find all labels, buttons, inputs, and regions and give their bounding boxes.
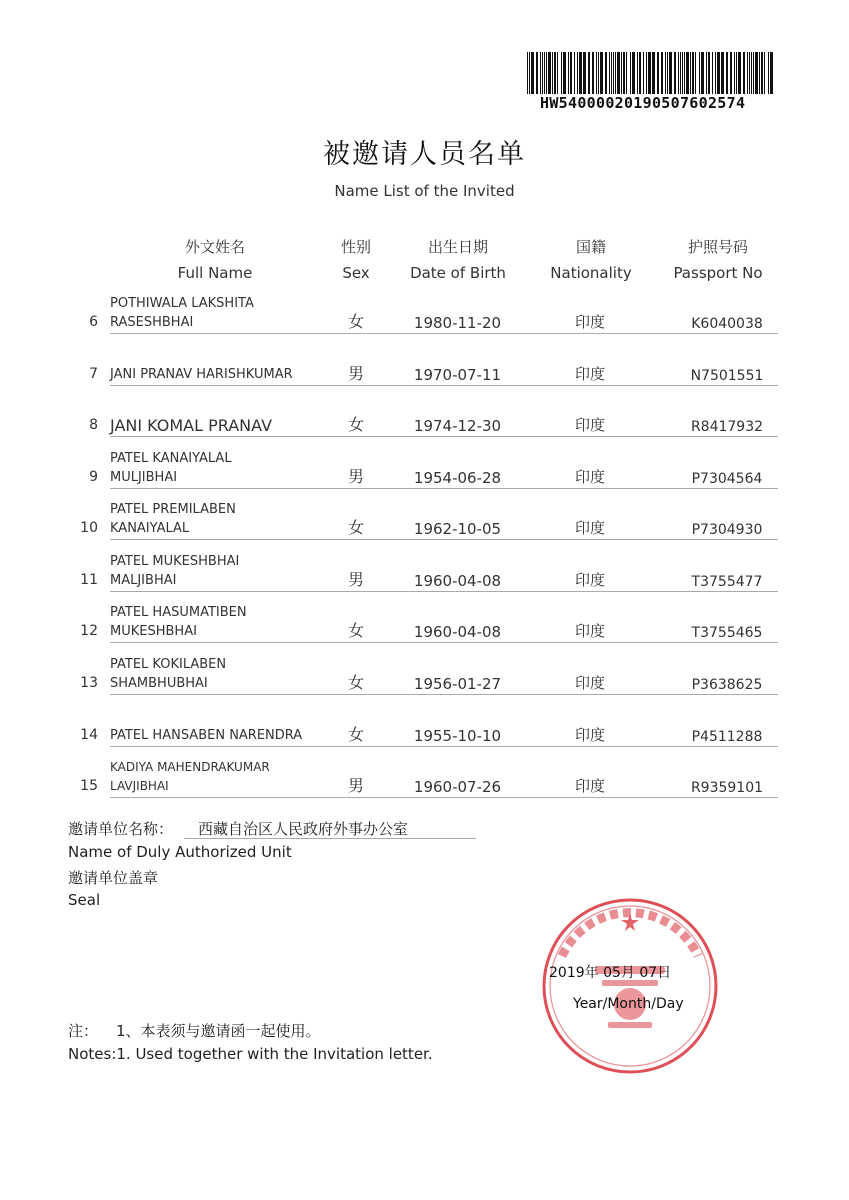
row-number: 6 <box>89 314 98 330</box>
passport-underline <box>650 436 778 437</box>
barcode-bar <box>690 52 691 94</box>
sex-underline <box>332 488 380 489</box>
barcode-bar <box>540 52 541 94</box>
barcode-bar <box>632 52 635 94</box>
barcode-bar <box>531 52 534 94</box>
full-name <box>110 294 315 332</box>
barcode-bar <box>686 52 689 94</box>
barcode-bar <box>613 52 614 94</box>
barcode-bar <box>721 52 724 94</box>
barcode-bar <box>552 52 553 94</box>
full-name-line1: PATEL MUKESHBHAI <box>110 554 240 569</box>
header-full-name <box>160 234 270 286</box>
header-dob-en: Date of Birth <box>410 264 506 282</box>
header-nationality-cn: 国籍 <box>575 238 606 256</box>
table-row <box>0 439 849 489</box>
barcode-bar <box>626 52 627 94</box>
passport-value: R8417932 <box>690 419 764 435</box>
table-row <box>0 748 849 798</box>
barcode-bar <box>678 52 679 94</box>
sex-underline <box>332 385 380 386</box>
barcode-bar <box>583 52 586 94</box>
barcode-bar <box>557 52 558 94</box>
header-passport-cn: 护照号码 <box>687 238 748 256</box>
full-name-line2: MALJIBHAI <box>110 573 177 588</box>
barcode-bar <box>615 52 616 94</box>
passport-value: P4511288 <box>691 729 763 745</box>
full-name <box>110 416 315 435</box>
header-full-name-en: Full Name <box>177 264 253 282</box>
name-underline <box>110 694 332 695</box>
sex-value: 女 <box>347 518 364 537</box>
sex-underline <box>332 746 380 747</box>
inviting-unit-label-en: Name of Duly Authorized Unit <box>68 843 292 861</box>
header-sex <box>330 234 382 286</box>
dob-value: 1962-10-05 <box>413 520 502 538</box>
table-row <box>0 645 849 695</box>
barcode-bar <box>536 52 538 94</box>
dob-value: 1960-07-26 <box>413 778 502 796</box>
header-full-name-cn: 外文姓名 <box>184 238 245 256</box>
dob-underline <box>380 797 530 798</box>
sex-value: 女 <box>347 312 364 331</box>
note-en: Notes:1. Used together with the Invitation letter. <box>68 1045 433 1063</box>
passport-underline <box>650 591 778 592</box>
barcode-bar <box>554 52 556 94</box>
barcode-bar <box>736 52 737 94</box>
nationality-value: 印度 <box>574 365 605 383</box>
row-number: 11 <box>80 572 98 588</box>
name-underline <box>110 333 332 334</box>
barcode-bar <box>548 52 551 94</box>
nationality-value: 印度 <box>574 674 605 692</box>
barcode-bar <box>529 52 530 94</box>
dob-value: 1970-07-11 <box>413 366 502 384</box>
full-name <box>110 655 315 693</box>
header-sex-en: Sex <box>342 264 370 282</box>
sex-underline <box>332 333 380 334</box>
barcode-bar <box>682 52 683 94</box>
barcode-bar <box>609 52 610 94</box>
dob-value: 1954-06-28 <box>413 469 502 487</box>
full-name-line1: PATEL KOKILABEN <box>110 657 227 672</box>
barcode-bar <box>661 52 663 94</box>
nationality-value: 印度 <box>574 313 605 331</box>
barcode-bar <box>715 52 716 94</box>
nationality-underline <box>530 436 650 437</box>
header-passport <box>666 234 770 286</box>
document-title-cn: 被邀请人员名单 <box>323 139 526 170</box>
sex-underline <box>332 539 380 540</box>
name-underline <box>110 746 332 747</box>
row-number: 8 <box>89 417 98 433</box>
full-name <box>110 726 315 745</box>
barcode-bar <box>588 52 590 94</box>
full-name-line1: PATEL HASUMATIBEN <box>110 605 247 620</box>
full-name-line2: MUKESHBHAI <box>110 624 197 639</box>
note-text-cn: 1、本表须与邀请函一起使用。 <box>116 1022 321 1040</box>
table-row <box>0 542 849 592</box>
passport-value: P7304564 <box>691 471 763 487</box>
row-number: 15 <box>80 778 98 794</box>
nationality-underline <box>530 642 650 643</box>
full-name <box>110 449 315 487</box>
barcode-bar <box>712 52 713 94</box>
full-name-line2: LAVJIBHAI <box>110 779 169 793</box>
nationality-underline <box>530 385 650 386</box>
dob-value: 1956-01-27 <box>413 675 502 693</box>
dob-underline <box>380 694 530 695</box>
barcode-bar <box>598 52 599 94</box>
name-underline <box>110 591 332 592</box>
barcode-bar <box>542 52 543 94</box>
barcode-bar <box>747 52 748 94</box>
full-name-line1: PATEL KANAIYALAL <box>110 451 232 466</box>
nationality-underline <box>530 746 650 747</box>
full-name-line2: JANI KOMAL PRANAV <box>110 416 273 435</box>
sex-value: 女 <box>347 621 364 640</box>
dob-underline <box>380 488 530 489</box>
barcode-bar <box>623 52 625 94</box>
nationality-underline <box>530 797 650 798</box>
seal-date-format: Year/Month/Day <box>573 996 684 1012</box>
name-underline <box>110 539 332 540</box>
full-name-line2: PATEL HANSABEN NARENDRA <box>110 728 303 743</box>
sex-underline <box>332 797 380 798</box>
full-name <box>110 758 315 796</box>
row-number: 14 <box>80 727 98 743</box>
table-row <box>0 387 849 437</box>
passport-value: K6040038 <box>691 316 763 332</box>
table-row <box>0 697 849 747</box>
barcode-bar <box>759 52 760 94</box>
barcode-bar <box>568 52 569 94</box>
barcode-bar <box>570 52 572 94</box>
row-number: 9 <box>89 469 98 485</box>
nationality-value: 印度 <box>574 622 605 640</box>
barcode-bar <box>667 52 668 94</box>
table-row <box>0 593 849 643</box>
barcode-bar <box>768 52 769 94</box>
barcode <box>527 52 777 94</box>
barcode-bar <box>574 52 575 94</box>
barcode-bar <box>546 52 547 94</box>
dob-value: 1960-04-08 <box>413 623 502 641</box>
document-title-en: Name List of the Invited <box>334 182 515 200</box>
barcode-bar <box>734 52 735 94</box>
barcode-bar <box>708 52 710 94</box>
header-dob <box>402 234 514 286</box>
inviting-unit-label-cn: 邀请单位名称： <box>68 820 174 838</box>
barcode-bar <box>730 52 732 94</box>
dob-underline <box>380 642 530 643</box>
name-underline <box>110 385 332 386</box>
barcode-bar <box>643 52 644 94</box>
sex-underline <box>332 642 380 643</box>
note-label-cn: 注： <box>68 1022 99 1040</box>
barcode-bar <box>561 52 562 94</box>
dob-underline <box>380 591 530 592</box>
row-number: 12 <box>80 623 98 639</box>
full-name-line1: KADIYA MAHENDRAKUMAR <box>110 760 270 774</box>
dob-value: 1980-11-20 <box>413 314 502 332</box>
header-nationality <box>543 234 639 286</box>
row-number: 10 <box>80 520 98 536</box>
sex-value: 男 <box>347 570 364 589</box>
row-number: 7 <box>89 366 98 382</box>
header-nationality-en: Nationality <box>550 264 632 282</box>
barcode-bar <box>600 52 603 94</box>
passport-value: P7304930 <box>691 522 763 538</box>
barcode-bar <box>717 52 720 94</box>
nationality-underline <box>530 488 650 489</box>
table-row <box>0 490 849 540</box>
nationality-value: 印度 <box>574 571 605 589</box>
dob-value: 1960-04-08 <box>413 572 502 590</box>
header-dob-cn: 出生日期 <box>427 238 488 256</box>
full-name-line2: JANI PRANAV HARISHKUMAR <box>110 367 293 382</box>
barcode-bar <box>605 52 607 94</box>
passport-value: N7501551 <box>690 368 764 384</box>
barcode-bar <box>701 52 704 94</box>
barcode-bar <box>751 52 752 94</box>
sex-value: 女 <box>347 415 364 434</box>
barcode-bar <box>669 52 672 94</box>
barcode-bar <box>621 52 622 94</box>
barcode-bar <box>674 52 676 94</box>
passport-value: P3638625 <box>691 677 763 693</box>
full-name <box>110 603 315 641</box>
full-name-line2: KANAIYALAL <box>110 521 190 536</box>
sex-value: 女 <box>347 673 364 692</box>
seal-label-cn: 邀请单位盖章 <box>68 869 159 887</box>
barcode-bar <box>738 52 741 94</box>
barcode-bar <box>753 52 754 94</box>
nationality-value: 印度 <box>574 519 605 537</box>
barcode-bar <box>592 52 594 94</box>
full-name <box>110 365 315 384</box>
dob-underline <box>380 746 530 747</box>
dob-underline <box>380 385 530 386</box>
full-name-line1: PATEL PREMILABEN <box>110 502 236 517</box>
dob-value: 1974-12-30 <box>413 417 502 435</box>
barcode-bar <box>665 52 666 94</box>
table-row <box>0 284 849 334</box>
barcode-bar <box>596 52 597 94</box>
barcode-bar <box>749 52 750 94</box>
passport-underline <box>650 746 778 747</box>
barcode-bar <box>770 52 773 94</box>
barcode-bar <box>764 52 765 94</box>
barcode-bar <box>563 52 566 94</box>
barcode-bar <box>726 52 728 94</box>
row-number: 13 <box>80 675 98 691</box>
header-sex-cn: 性别 <box>340 238 371 256</box>
dob-underline <box>380 333 530 334</box>
barcode-bar <box>755 52 758 94</box>
barcode-bar <box>695 52 696 94</box>
passport-value: T3755477 <box>691 574 763 590</box>
passport-underline <box>650 333 778 334</box>
barcode-bar <box>544 52 545 94</box>
full-name <box>110 552 315 590</box>
dob-value: 1955-10-10 <box>413 727 502 745</box>
barcode-bar <box>692 52 694 94</box>
name-underline <box>110 797 332 798</box>
sex-underline <box>332 591 380 592</box>
nationality-value: 印度 <box>574 726 605 744</box>
barcode-bar <box>527 52 528 94</box>
nationality-value: 印度 <box>574 468 605 486</box>
barcode-bar <box>706 52 707 94</box>
barcode-bar <box>611 52 612 94</box>
seal-label-en: Seal <box>68 891 101 909</box>
nationality-value: 印度 <box>574 416 605 434</box>
passport-value: T3755465 <box>691 625 763 641</box>
nationality-value: 印度 <box>574 777 605 795</box>
nationality-underline <box>530 539 650 540</box>
full-name <box>110 500 315 538</box>
barcode-bar <box>761 52 763 94</box>
name-underline <box>110 642 332 643</box>
passport-value: R9359101 <box>690 780 764 796</box>
passport-underline <box>650 488 778 489</box>
inviting-unit-underline <box>184 838 476 839</box>
passport-underline <box>650 797 778 798</box>
barcode-bar <box>617 52 620 94</box>
barcode-bar <box>646 52 647 94</box>
passport-underline <box>650 539 778 540</box>
nationality-underline <box>530 591 650 592</box>
barcode-bar <box>637 52 638 94</box>
nationality-underline <box>530 694 650 695</box>
sex-value: 男 <box>347 364 364 383</box>
barcode-bar <box>699 52 700 94</box>
sex-value: 男 <box>347 776 364 795</box>
barcode-bar <box>579 52 582 94</box>
full-name-line2: SHAMBHUBHAI <box>110 676 208 691</box>
sex-value: 女 <box>347 725 364 744</box>
passport-underline <box>650 642 778 643</box>
barcode-number: HW54000020190507602574 <box>540 94 746 112</box>
barcode-bar <box>577 52 578 94</box>
table-row <box>0 336 849 386</box>
sex-underline <box>332 694 380 695</box>
full-name-line2: RASESHBHAI <box>110 315 194 330</box>
name-underline <box>110 488 332 489</box>
header-passport-en: Passport No <box>673 264 763 282</box>
barcode-bar <box>639 52 641 94</box>
barcode-bar <box>652 52 655 94</box>
nationality-underline <box>530 333 650 334</box>
passport-underline <box>650 385 778 386</box>
inviting-unit-name: 西藏自治区人民政府外事办公室 <box>198 820 409 838</box>
barcode-bar <box>630 52 631 94</box>
seal-date: 2019年 05月 07日 <box>549 965 672 981</box>
barcode-bar <box>680 52 681 94</box>
official-seal-stamp <box>540 896 720 1076</box>
sex-underline <box>332 436 380 437</box>
barcode-bar <box>743 52 745 94</box>
dob-underline <box>380 436 530 437</box>
name-underline <box>110 436 332 437</box>
full-name-line2: MULJIBHAI <box>110 470 178 485</box>
barcode-bar <box>648 52 651 94</box>
sex-value: 男 <box>347 467 364 486</box>
passport-underline <box>650 694 778 695</box>
barcode-bar <box>657 52 659 94</box>
full-name-line1: POTHIWALA LAKSHITA <box>110 296 254 311</box>
dob-underline <box>380 539 530 540</box>
barcode-bar <box>684 52 685 94</box>
